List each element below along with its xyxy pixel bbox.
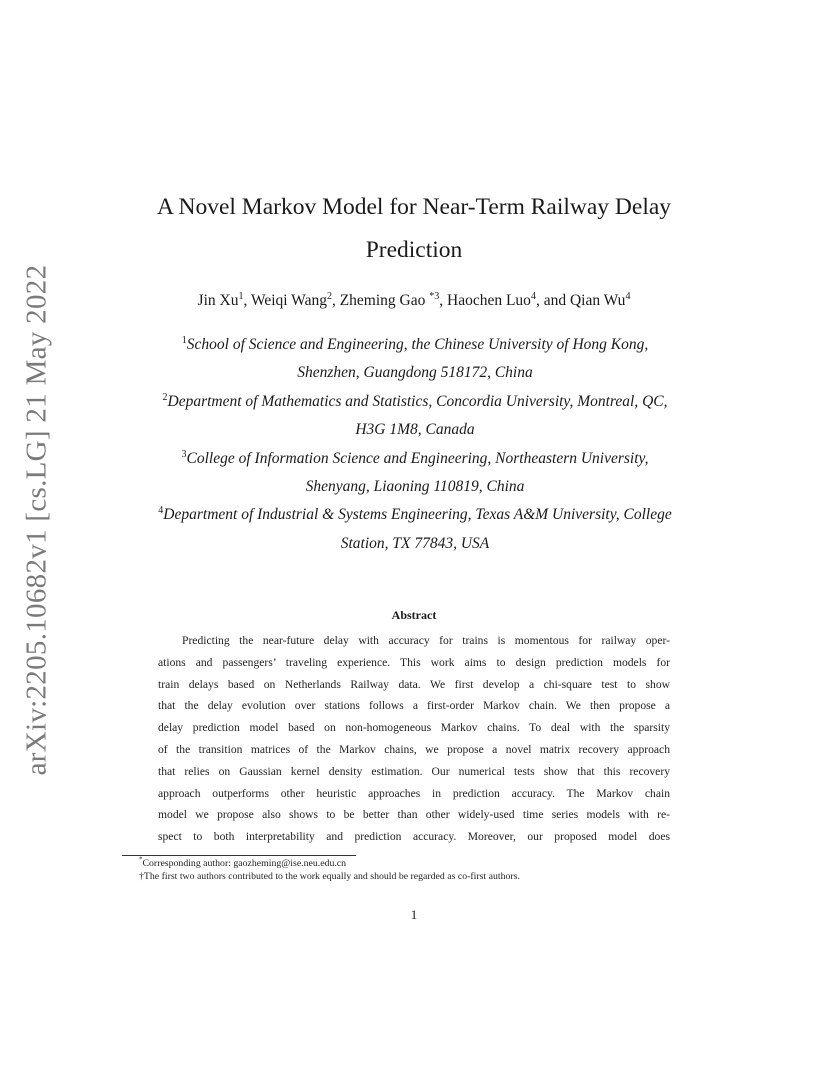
abstract-line: of the transition matrices of the Markov chains, we propose a novel matrix recovery approach (158, 742, 670, 756)
author-affil-mark: 4 (625, 290, 631, 302)
abstract-line: model we propose also shows to be better than other widely-used time series models with re- (158, 808, 670, 822)
affiliation-mark: 2 (162, 391, 168, 403)
author-separator: , (243, 292, 251, 309)
abstract-line: train delays based on Netherlands Railway data. We first develop a chi-square test to show (158, 677, 670, 691)
footnote (139, 870, 520, 883)
abstract-body (158, 630, 670, 848)
affiliation-line (110, 445, 720, 473)
page-number: 1 (410, 907, 418, 922)
footnotes (139, 857, 520, 883)
affiliation-text: Department of Mathematics and Statistics, Concordia University, Montreal, QC, (167, 392, 668, 410)
affiliation-line (110, 388, 720, 416)
affiliation-mark: 1 (181, 334, 187, 346)
affiliation-line (110, 331, 720, 359)
paper-title (120, 186, 708, 272)
affiliation-line: H3G 1M8, Canada (355, 421, 475, 439)
abstract-line: approach outperforms other heuristic approaches in prediction accuracy. The Markov chain (158, 786, 670, 800)
author-separator: , and (535, 292, 570, 309)
abstract-line: spect to both interpretability and prediction accuracy. Moreover, our proposed model does (158, 830, 670, 844)
arxiv-stamp: arXiv:2205.10682v1 [cs.LG] 21 May 2022 (20, 264, 53, 776)
author-list (100, 290, 728, 312)
affiliation-text: School of Science and Engineering, the Chinese University of Hong Kong, (186, 336, 649, 353)
abstract-line: delay prediction model based on non-homogeneous Markov chains. To deal with the sparsity (158, 721, 670, 735)
affiliation-list (110, 331, 720, 558)
footnote-rule (122, 855, 356, 856)
abstract-line: that relies on Gaussian kernel density estimation. Our numerical tests show that this recovery (158, 764, 670, 778)
title-line: A Novel Markov Model for Near-Term Railway Delay (156, 194, 672, 220)
author-name: Weiqi Wang (250, 292, 327, 309)
title-line: Prediction (365, 237, 463, 263)
affiliation-mark: 4 (158, 505, 164, 517)
author-separator: , (331, 292, 340, 309)
author-affil-mark: 1 (238, 290, 244, 302)
footnote (139, 857, 520, 870)
affiliation-text: Department of Industrial & Systems Engineering, Texas A&M University, College (163, 506, 672, 524)
author-separator: , (439, 292, 447, 309)
author-name: Jin Xu (197, 292, 239, 309)
abstract-line: ations and passengers’ traveling experience. This work aims to design prediction models for (158, 655, 670, 669)
author-name: Haochen Luo (447, 292, 531, 309)
footnote-mark: * (139, 855, 143, 864)
affiliation-text: College of Information Science and Engineering, Northeastern University, (186, 449, 649, 467)
author-name: Zheming Gao (339, 292, 430, 309)
footnote-mark: † (139, 871, 144, 882)
affiliation-line: Shenzhen, Guangdong 518172, China (297, 364, 533, 382)
affiliation-line: Station, TX 77843, USA (340, 534, 490, 552)
affiliation-line (110, 501, 720, 529)
author-affil-mark: *3 (429, 290, 440, 302)
affiliation-line: Shenyang, Liaoning 110819, China (305, 477, 525, 495)
abstract-heading: Abstract (391, 608, 437, 622)
footnote-text: Corresponding author: gaozheming@ise.neu.edu.cn (142, 858, 347, 869)
affiliation-mark: 3 (181, 448, 187, 460)
abstract-line: that the delay evolution over stations follows a first-order Markov chain. We then propose a (158, 699, 670, 713)
footnote-text: The first two authors contributed to the work equally and should be regarded as co-first authors. (143, 871, 520, 882)
abstract-line: Predicting the near-future delay with accuracy for trains is momentous for railway oper- (182, 634, 670, 647)
author-name: Qian Wu (569, 292, 626, 309)
author-affil-mark: 2 (326, 290, 332, 302)
author-affil-mark: 4 (530, 290, 536, 302)
